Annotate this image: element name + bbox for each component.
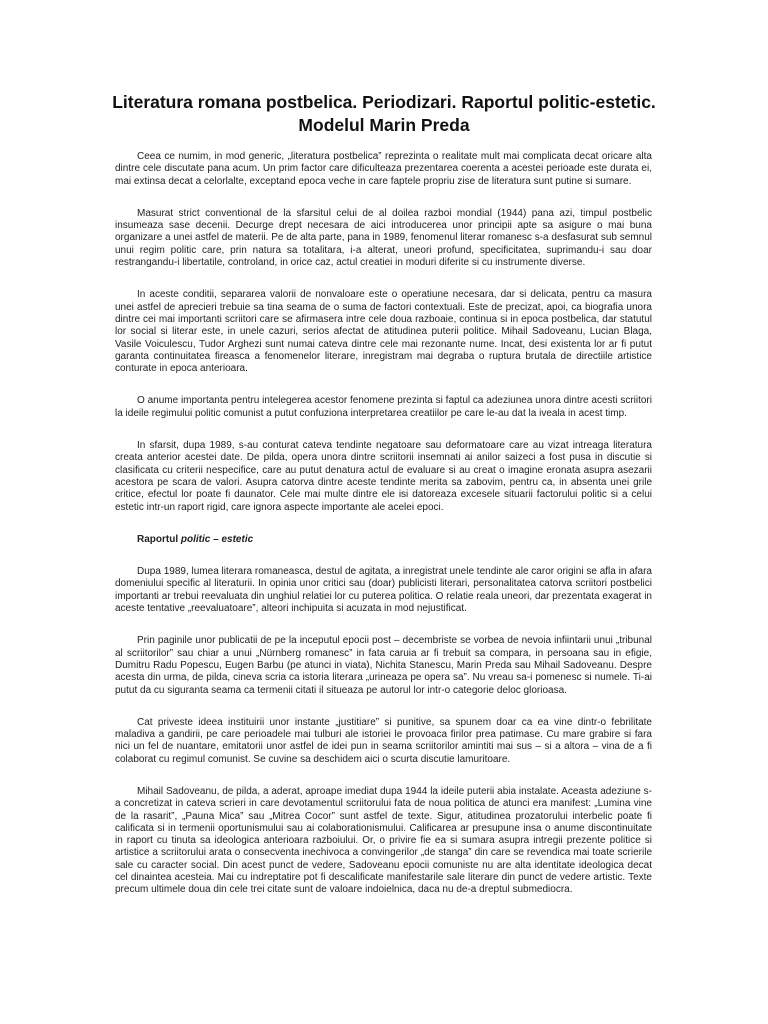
- document-body: [115, 151, 652, 917]
- paragraph: Ceea ce numim, in mod generic, „literatura postbelica” reprezinta o realitate mult mai complicata decat oricare alta dintre cele discutate pana acum. Un prim factor care dificulteaza prezentarea coerenta a acestei perioade este durata ei, mai extinsa decat a celorlalte, exceptand epoca veche in care faptele propriu zise de literatura sunt putine si sumare.: [115, 151, 652, 187]
- paragraph: Masurat strict conventional de la sfarsitul celui de al doilea razboi mondial (1944) pana azi, timpul postbelic insumeaza sase decenii. Decurge drept necesara de aici introducerea unor principii apte sa asigure o mai buna organizare a unei astfel de materii. Pe de alta parte, pana in 1989, fenomenul literar romanesc s-a desfasurat sub semnul unui regim politic care, prin natura sa totalitara, i-a alterat, uneori profund, specificitatea, suprimandu-i sau doar restrangandu-i libertatile, controland, in orice caz, actul creatiei in moduri diferite si cu instrumente diverse.: [115, 207, 652, 269]
- paragraph: In aceste conditii, separarea valorii de nonvaloare este o operatiune necesara, dar si delicata, pentru ca masura unei astfel de aprecieri trebuie sa tina seama de o suma de factori contextuali. Este de precizat, apoi, ca biografia unora dintre cei mai importanti scriitori care se afirmasera intre cele doua razboaie, continua si in epoca postbelica, dar statutul lor social si literar este, in unele cazuri, serios afectat de atitudinea puterii politice. Mihail Sadoveanu, Lucian Blaga, Vasile Voiculescu, Tudor Arghezi sunt numai cateva dintre cele mai rezonante nume. Incat, desi existenta lor ar fi putut garanta continuitatea fireasca a fenomenelor literare, inregistram mai degraba o ruptura brutala de directiile artistice conturate in epoca anterioara.: [115, 289, 652, 375]
- paragraph: Prin paginile unor publicatii de pe la inceputul epocii post – decembriste se vorbea de nevoia infiintarii unui „tribunal al scriitorilor” sau chiar a unui „Nürnberg romanesc” in fata caruia ar fi trebuit sa compara, in persoana sau in efigie, Dumitru Radu Popescu, Eugen Barbu (pe atunci in viata), Nichita Stanescu, Marin Preda sau Mihail Sadoveanu. Despre acesta din urma, de pilda, cineva scria ca istoria literara „urineaza pe opera sa”. Nu vreau sa-i pomenesc si numele. Ti-ai putut da cu siguranta seama ca termenii citati il situeaza pe autorul lor intr-o categorie deloc glorioasa.: [115, 635, 652, 696]
- paragraph: O anume importanta pentru intelegerea acestor fenomene prezinta si faptul ca adeziunea unora dintre acesti scriitori la ideile regimului politic comunist a putut confuziona interpretarea creatiilor pe care le-au dat la iveala in acest timp.: [115, 395, 652, 419]
- section-heading: [115, 534, 652, 546]
- paragraph: Cat priveste ideea instituirii unor instante „justitiare” si punitive, sa spunem doar ca ea vine dintr-o febrilitate maladiva a gandirii, pe care perioadele mai tulburi ale istoriei le provoaca firilor prea patimase. Cu mare grabire si fara nici un fel de nuantare, emitatorii unor astfel de idei pun in seama scriitorilor amintiti mai sus – si a altora – vina de a fi colaborat cu regimul comunist. Se cuvine sa deschidem aici o scurta discutie lamuritoare.: [115, 716, 652, 765]
- paragraph: Mihail Sadoveanu, de pilda, a aderat, aproape imediat dupa 1944 la ideile puterii abia instalate. Aceasta adeziune s-a concretizat in cateva scrieri in care devotamentul scriitorului fata de noua politica de atunci era manifest: „Lumina vine de la rasarit”, „Pauna Mica” sau „Mitrea Cocor” sunt astfel de texte. Sigur, atitudinea prozatorului interbelic poate fi calificata si in termenii oportunismului sau ai colaborationismului. Calificarea ar presupune insa o anume discontinuitate in raport cu tinuta sa ideologica anterioara razboiului. Or, o privire fie ea si sumara asupra intregii prezente politice si artistice a scriitorului arata o consecventa inechivoca a convingerilor „de stanga” din care se revendica mai toate scrierile sale cu caracter social. Din acest punct de vedere, Sadoveanu epocii comuniste nu are alta identitate ideologica decat cel dinaintea acesteia. Mai cu indreptatire pot fi descalificate manifestarile sale literare din punct de vedere artistic. Texte precum ultimele doua din cele trei citate sunt de valoare indoielnica, daca nu de-a dreptul submediocra.: [115, 785, 652, 896]
- paragraph: In sfarsit, dupa 1989, s-au conturat cateva tendinte negatoare sau deformatoare care au vizat intreaga literatura creata anterior acestei date. De pilda, opera unora dintre scriitorii insemnati ai anilor saizeci a fost pusa in discutie si clasificata cu criterii nespecifice, care au putut denatura actul de evaluare si au creat o imagine eronata asupra asezarii acestora pe scara de valori. Asupra catorva dintre aceste tendinte merita sa zabovim, pentru ca, in absenta unei grile critice, efectul lor poate fi daunator. Cele mai multe dintre ele isi datoreaza excesele situarii factorului politic si a celui estetic intr-un raport rigid, care ignora aspecte importante ale acelei epoci.: [115, 440, 652, 513]
- section-heading-lead: Raportul: [137, 533, 179, 545]
- section-heading-emphasis: politic – estetic: [180, 533, 254, 545]
- document-title: Literatura romana postbelica. Periodizari. Raportul politic-estetic. Modelul Marin Preda: [112, 92, 656, 135]
- paragraph: Dupa 1989, lumea literara romaneasca, destul de agitata, a inregistrat unele tendinte ale caror origini se afla in afara domeniului specific al literaturii. In opinia unor critici sau (doar) publicisti literari, personalitatea catorva scriitori postbelici importanti ar trebui reevaluata din unghiul relatiei lor cu puterea politica. O relatie reala uneori, dar prezentata exagerat in aceste tentative „reevaluatoare”, alteori inchipuita si acuzata in mod nejustificat.: [115, 566, 652, 615]
